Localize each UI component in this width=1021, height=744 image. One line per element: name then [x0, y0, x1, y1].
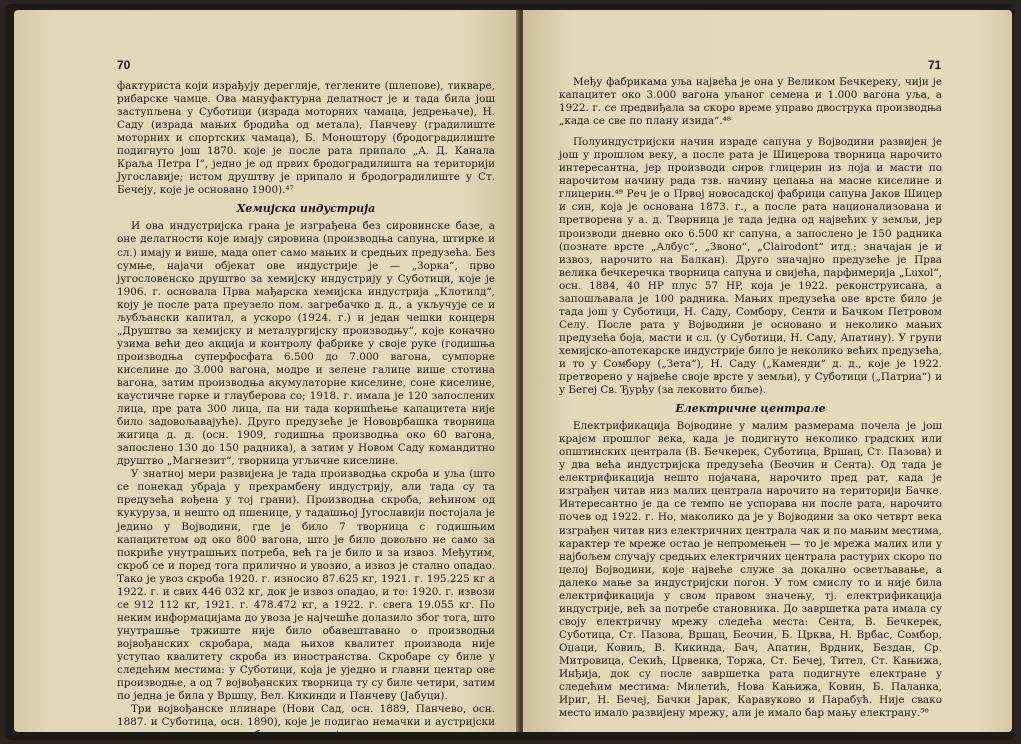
right-page-body [559, 76, 942, 720]
paragraph: Међу фабрикама уља највећа је она у Великом Бечкереку, чији је капацитет око 3.000 вагона уљаног семена и 1.000 вагона уља, а 1922. г. се предвиђала за скоро време управо двострука производња „када се све по плану изида“.⁴⁸ [559, 76, 942, 128]
right-page [523, 10, 1012, 732]
left-page [14, 10, 519, 742]
paragraph: Полуиндустријски начин израде сапуна у Војводини развијен је још у прошлом веку, а после рата је Шицерова творница нарочито интересантна, јер производи сиров глицерин из лоја и масти по нарочитом начину рада тзв. начину цепања на масне киселине и глицерин.⁴⁹ Реч је о Првој новосадској фабрици сапуна Јаков Шицер и син, која је основана 1873. г., а после рата национализована и претворена у а. д. Творница је тада једна од највећих у земљи, јер производи дневно око 6.500 кг сапуна, а запослено је 150 радника (познате врсте „Албус“, „Звоно“, „Clairodont“ итд.; значајан је и извоз, нарочито на Балкан). Друго значајно предузеће је Прва велика бечкеречка творница сапуна и свијећа, парфимерија „Luxol“, осн. 1884, 40 HP плус 57 HP, која је 1922. реконструисана, а запошљавала је 100 радника. Мањих предузећа ове врсте било је тада још у Суботици, Н. Саду, Сомбору, Сенти и Бачком Петровом Селу. После рата у Војводини је основано и неколико мањих предузећа боја, масти и сл. (у Суботици, Н. Саду, Апатину). У групи хемијско-апотекарске индустрије било је неколико већих предузећа, и то у Сомбору („Зета“), Н. Саду („Каменди“ д. д., које је 1922. претворено у највеће своје врсте у земљи), у Суботици („Патриа“) и у Бегеј Св. Ђурђу (за лековито биље). [559, 136, 942, 397]
paragraph: Три војвођанске плинаре (Нови Сад, осн. 1889, Панчево, осн. 1887. и Суботица, осн. 1890), које је подигао немачки и аустријски капитал, у ово време слабо користе своје капацитете. [117, 703, 495, 742]
page-number: 71 [928, 58, 942, 72]
page-number: 70 [117, 58, 131, 72]
left-page-body [117, 80, 495, 742]
paragraph: У знатној мери развијена је тада производња скроба и уља (што се понекад убраја у прехрамбену индустрију, али тада су та предузећа вођена у тој грани). Производња скроба, већином од кукуруза, и нешто од пшенице, у тадашњој Југославији постојала је једино у Војводини, где је било 7 творница с годишњим капацитетом од око 800 вагона, што је било довољно не само за покриће унутрашњих потреба, већ га је било и за извоз. Међутим, скроб се и поред тога прилично и увозио, а извоз је стално опадао. Тако је увоз скроба 1920. г. износио 87.625 кг, 1921. г. 195.225 кг а 1922. г. и свих 446 032 кг, док је извоз опадао, и то: 1920. г. извози се 912 112 кг, 1921. г. 478.472 кг, а 1922. г. свега 19.055 кг. По неким информацијама до увоза је најчешће долазило због тога, што унутрашње тржиште није било обавештавано о производњи војвођанских скробара, мада њихов квалитет производа није уступао квалитету скроба из иностранства. Скробаре су биле у следећим местима: у Суботици, која је уједно и главни центар ове производње, а од 7 војвођанских творница ту су биле четири, затим по једна је била у Вршцу, Вел. Кикинди и Панчеву (Јабуци). [117, 468, 495, 703]
open-book [6, 4, 1014, 740]
paragraph: Електрификација Војводине у малим размерама почела је још крајем прошлог века, када је подигнуто неколико градских или општинских централа (В. Бечкерек, Суботица, Вршац, Ст. Пазова) и у два већа индустријска предузећа (Беочин и Сента). Од тада је електрификација нешто појачана, нарочито пред рат, када је изграђен читав низ малих централа нарочито на територији Бачке. Интересантно је да се темпо не успорава ни после рата, нарочито почев од 1922. г. Но, маколико да је у Војводини за око четврт века изграђен читав низ електричних централа чак и по мањим местима, карактер те мреже остао је непромењен — то је мрежа малих или у најбољем случају средњих електричних централа растурих скоро по целој Војводини, које највеће служе за докално осветљавање, а далеко мање за индустријски погон. У том смислу то и није била електрификација у свом правом значењу, тј. електрификација индустрије, већ за потребе становника. До завршетка рата имала су своју електричну мрежу следећа места: Сента, В. Бечкерек, Суботица, Ст. Пазова, Вршац, Беочин, Б. Црква, Н. Врбас, Сомбор, Оџаци, Ковиљ, В. Кикинда, Бач, Апатин, Врдник, Бездан, Ср. Митровица, Секић, Црвенка, Торжа, Ст. Бечеј, Тител, Ст. Кањижа, Инђија, док су после завршетка рата подигнуте електране у следећим местима: Милетић, Нова Кањижа, Ковин, Б. Паланка, Ириг, Н. Бечеј, Бачки Јарак, Каравуково и Парабућ. Није свако место имало развијену мрежу, али је имало бар мању електрану.⁵⁰ [559, 420, 942, 720]
section-heading: Електричне централе [675, 402, 826, 416]
paragraph: фактуриста који израђују дереглије, теглените (шлепове), тикваре, рибарске чамце. Ова мануфактурна делатност је и тада била још заступљена у Суботици (израда моторних чамаца, једрењаче), Н. Саду (израда мањих бродића од метала), Панчеву (градилиште моторних и спортских чамаца), Б. Моноштору (бродоградилиште подигнуто још 1870. које је после рата припало „А. Д. Канала Краља Петра I“, једно је од првих бродоградилишта на територији Југославије; истом друштву је припало и бродоградилиште у Ст. Бечеју, које је основано 1900).⁴⁷ [117, 80, 495, 197]
paragraph: И ова индустријска грана је изграђена без сировинске базе, а оне делатности које имају сировина (производња сапуна, штирке и сл.) имају и више, мада опет само мањих и средњих предузећа. Без сумње, најачи објекат ове индустрије је — „Зорка“, прво југословенско друштво за хемијску индустрију у Суботици, које је 1906. г. основала Прва мађарска хемијска индустрија „Клотилд“, коју је после рата преузело пом. загребачко д. д., а укључује се и љубљански капитал, а ускоро (1924. г.) и један чешки концерн „Друштво за хемијску и металургијску производњу“, које коначно узима већи део акција и контролу фабрике у своје руке (годишња производња суперфосфата 6.500 до 7.000 вагона, сумпорне киселине до 3.000 вагона, модре и зелене галице више стотина вагона, затим производња акумулаторне киселине, соне киселине, каустичне горке и глауберова со; 1918. г. имала је 120 запослених лица, пре рата 300 лица, па ни тада коришћење капацитета није било задовољавајуће). Друго предузеће је Нововрбашка творница жигица д. д. (осн. 1909, годишња производња око 60 вагона, запослено 130 до 150 радника), а затим у Новом Саду командитно друштво „Магнезит“, творница угљичне киселине. [117, 220, 495, 468]
section-heading: Хемијска индустрија [236, 202, 376, 216]
